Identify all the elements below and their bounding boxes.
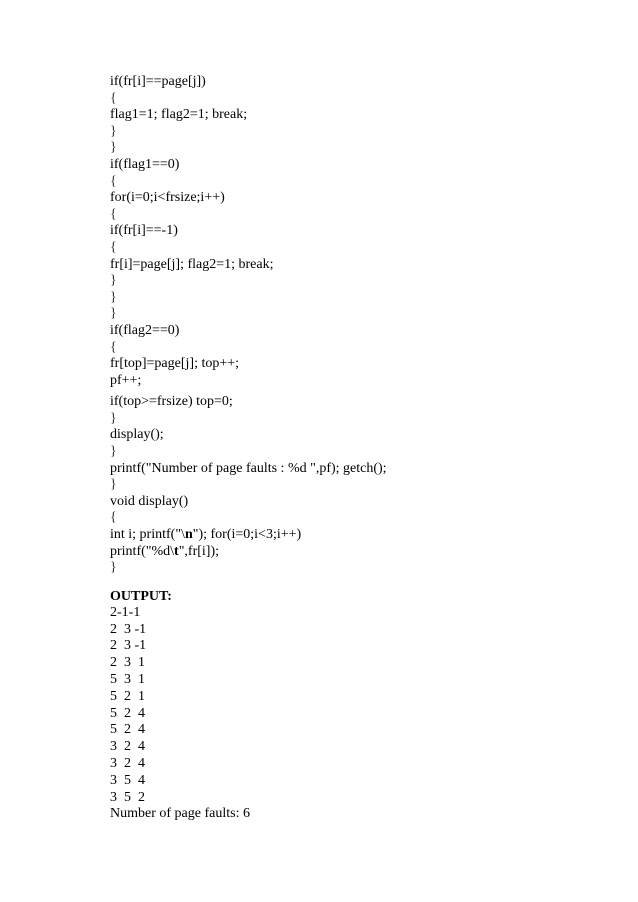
output-line: 3 2 4 [110, 739, 145, 755]
output-line: 5 3 1 [110, 672, 145, 687]
code-line: { [110, 239, 117, 255]
code-line: for(i=0;i<frsize;i++) [110, 190, 225, 206]
output-line: 3 5 2 [110, 789, 145, 805]
output-line: 2 3 1 [110, 655, 145, 671]
escape-char: n [184, 527, 193, 543]
code-segment: "); for(i=0;i<3;i++) [192, 527, 302, 543]
output-heading: OUTPUT: [110, 588, 172, 604]
code-line: void display() [110, 493, 189, 509]
code-line: if(fr[i]==-1) [110, 223, 178, 239]
output-line: 5 2 4 [110, 722, 145, 738]
code-line: fr[i]=page[j]; flag2=1; break; [110, 256, 274, 272]
code-line: flag1=1; flag2=1; break; [110, 107, 248, 123]
code-line: printf("Number of page faults : %d ",pf); getch(); [110, 460, 387, 476]
code-line: if(top>=frsize) top=0; [110, 394, 233, 410]
code-line: } [110, 289, 117, 305]
output-line: 2 3 -1 [110, 621, 147, 637]
output-line: 5 2 1 [110, 688, 145, 704]
output-lines [110, 605, 570, 807]
code-line [110, 544, 570, 561]
code-line: { [110, 339, 117, 355]
code-line: } [110, 306, 117, 322]
output-line: 2-1-1 [110, 604, 141, 620]
code-segment: int i; printf("\ [110, 527, 185, 543]
code-line: } [110, 410, 117, 426]
code-listing [110, 74, 570, 823]
code-segment: ",fr[i]); [178, 543, 220, 559]
section-gap [110, 577, 570, 588]
code-line: if(fr[i]==page[j]) [110, 74, 206, 89]
code-line: { [110, 206, 117, 222]
code-line [110, 527, 570, 544]
code-line: pf++; [110, 372, 142, 388]
code-line: } [110, 123, 117, 139]
code-segment: printf("%d\ [110, 543, 175, 559]
code-line: } [110, 444, 117, 460]
code-line: { [110, 173, 117, 189]
code-line: { [110, 510, 117, 526]
code-line: display(); [110, 427, 164, 443]
code-line: } [110, 560, 117, 576]
code-line: } [110, 273, 117, 289]
output-line: 3 5 4 [110, 772, 145, 788]
code-line: } [110, 140, 117, 156]
code-line: } [110, 477, 117, 493]
code-line: if(flag1==0) [110, 156, 180, 172]
code-line: { [110, 90, 117, 106]
output-line: 5 2 4 [110, 705, 145, 721]
escape-char: t [174, 543, 179, 559]
output-line: 2 3 -1 [110, 638, 147, 654]
code-line: if(flag2==0) [110, 322, 180, 338]
code-line: fr[top]=page[j]; top++; [110, 356, 240, 372]
page-fault-summary: Number of page faults: 6 [110, 806, 250, 822]
output-line: 3 2 4 [110, 755, 145, 771]
